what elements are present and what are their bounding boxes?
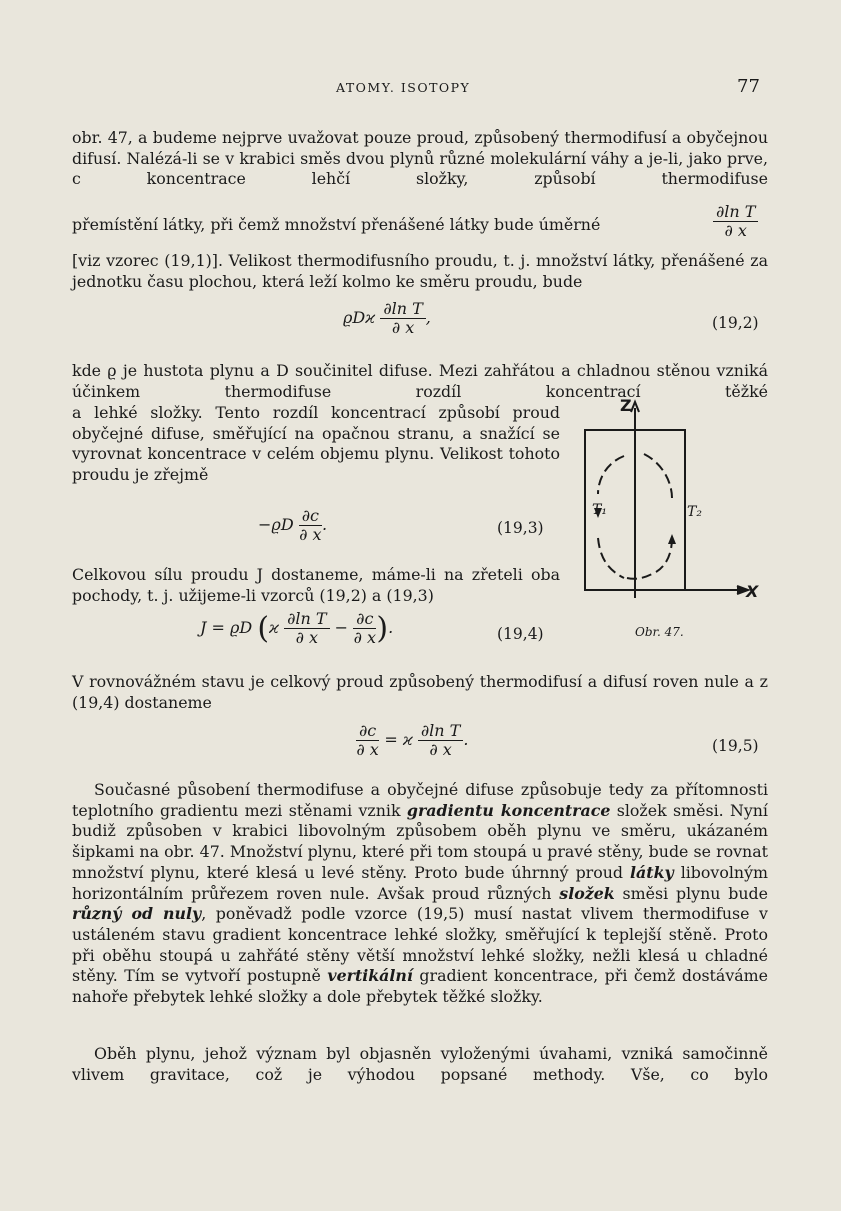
eq192-den: ∂ x [391, 318, 415, 337]
p6-emphasis-5: vertikální [327, 966, 413, 986]
up-arrow-right [668, 534, 676, 544]
circulation-loop-left [598, 456, 624, 494]
t1-label: T₁ [592, 502, 607, 518]
p6-emphasis-3: složek [559, 883, 615, 903]
eq192-suffix: , [425, 308, 431, 327]
eq195-mid: = ϰ [384, 730, 413, 749]
p6-part-b: složek směsi. Nyní budiž způsoben v krabici libovolným způsobem oběh plynu ve směru, ukázaném šipkami na obr. 47. Množství plynu, které při tom stoupá u pravé stěny, bude se rovnat množství plynu, které klesá u levé stěny. Proto bude úhrnný proud [72, 800, 768, 882]
equation-19-2 [343, 300, 431, 337]
eq193-label: (19,3) [497, 519, 544, 537]
p6-emphasis-2: látky [630, 862, 674, 882]
paragraph-1: obr. 47, a budeme nejprve uvažovat pouze proud, způsobený thermodifusí a obyčejnou difusí. Nalézá-li se v krabici směs dvou plynů různé molekulární váhy a je-li, jako prve, c koncentrace lehčí složky, způsobí thermodifuse [72, 128, 768, 189]
eq195-num1: ∂c [356, 722, 379, 741]
paragraph-4: Celkovou sílu proudu J dostaneme, máme-li na zřeteli oba pochody, t. j. užijeme-li vzorců (19,2) a (19,3) [72, 565, 560, 605]
page-number: 77 [737, 76, 760, 97]
eq194-suffix: . [388, 618, 394, 637]
eq192-label: (19,2) [712, 314, 759, 332]
paragraph-3: kde ϱ je hustota plynu a D součinitel difuse. Mezi zahřátou a chladnou stěnou vzniká účinkem thermodifuse rozdíl koncentrací těžké [72, 361, 768, 401]
equation-19-3 [258, 507, 327, 544]
p6-emphasis-1: gradientu koncentrace [406, 800, 611, 820]
eq195-den2: ∂ x [429, 740, 452, 759]
inline-frac-num: ∂ln T [713, 203, 758, 222]
eq194-den1: ∂ x [295, 628, 319, 647]
circulation-loop-left-lower [598, 538, 624, 578]
eq195-suffix: . [463, 730, 469, 749]
t2-label: T₂ [687, 504, 702, 520]
inline-fraction [713, 203, 758, 240]
eq194-num1: ∂ln T [284, 610, 329, 629]
paragraph-2: [viz vzorec (19,1)]. Velikost thermodifusního proudu, t. j. množství látky, přenášené za jednotku času plochou, která leží kolmo ke směru proudu, bude [72, 251, 768, 291]
paragraph-3-narrow: a lehké složky. Tento rozdíl koncentrací způsobí proud obyčejné difuse, směřující na opačnou stranu, a snažící se vyrovnat koncentrace v celém objemu plynu. Velikost tohoto proudu je zřejmě [72, 403, 560, 485]
eq193-prefix: −ϱD [258, 515, 294, 534]
eq195-label: (19,5) [712, 737, 759, 755]
equation-19-4: J = ϱD (ϰ $\frac{\text{∂ln T}}{\partial x}$ − $\frac{\partial c}{\partial x}$ ). [200, 609, 394, 647]
paragraph-5: V rovnovážném stavu je celkový proud způsobený thermodifusí a difusí roven nule a z (19,4) dostaneme [72, 672, 768, 712]
axis-x-label: X [746, 582, 759, 601]
p6-part-e: , poněvadž podle vzorce (19,5) musí nastat vlivem thermodifuse v ustáleném stavu gradient koncentrace lehké složky, směřující k teplejší stěně. Proto při oběhu stoupá u zahřáté stěny větší množství lehké složky, nežli klesá u chladné stěny. Tím se vytvoří postupně [72, 904, 768, 986]
eq195-den1: ∂ x [356, 740, 379, 759]
running-title: ATOMY. ISOTOPY [336, 80, 471, 95]
eq194-minus: − [334, 618, 349, 637]
circulation-loop-right [644, 454, 672, 498]
eq193-num: ∂c [299, 507, 322, 526]
equation-19-5 [356, 722, 468, 759]
p6-emphasis-4: různý od nuly [72, 904, 202, 924]
circulation-loop-bottom [627, 574, 652, 579]
eq193-suffix: . [321, 515, 328, 534]
figure-47 [572, 398, 762, 638]
eq194-num2: ∂c [353, 610, 376, 629]
paragraph-1-last-line: přemístění látky, při čemž množství přenášené látky bude úměrné [72, 215, 601, 234]
axis-z-label: Z [620, 396, 632, 415]
eq192-num: ∂ln T [380, 300, 425, 319]
eq192-prefix: ϱDϰ [343, 308, 376, 327]
p6-part-a: Současné působení thermodifuse a obyčejné difuse způsobuje tedy za přítomnosti teplotního gradientu mezi stěnami vznik [72, 780, 768, 820]
inline-frac-den: ∂ x [724, 221, 747, 240]
paragraph-7: Oběh plynu, jehož význam byl objasněn vyloženými úvahami, vzniká samočinně vlivem gravitace, což je výhodou popsané methody. Vše, co bylo [72, 1044, 768, 1084]
eq195-num2: ∂ln T [418, 722, 463, 741]
eq194-den2: ∂ x [353, 628, 376, 647]
eq193-den: ∂ x [299, 525, 322, 544]
eq194-kappa: ϰ [269, 618, 280, 637]
p6-part-f: gradient koncentrace, při čemž dostáváme nahoře přebytek lehké složky a dole přebytek těžké složky. [72, 966, 768, 1007]
p6-part-d: směsi plynu bude [614, 883, 769, 903]
eq194-prefix: J = ϱD [200, 618, 253, 637]
paragraph-6 [72, 780, 768, 1008]
eq194-label: (19,4) [497, 625, 544, 643]
figure-caption: Obr. 47. [635, 625, 684, 639]
p6-part-c: libovolným horizontálním průřezem roven nule. Avšak proud různých [72, 862, 768, 903]
running-head [0, 76, 841, 100]
